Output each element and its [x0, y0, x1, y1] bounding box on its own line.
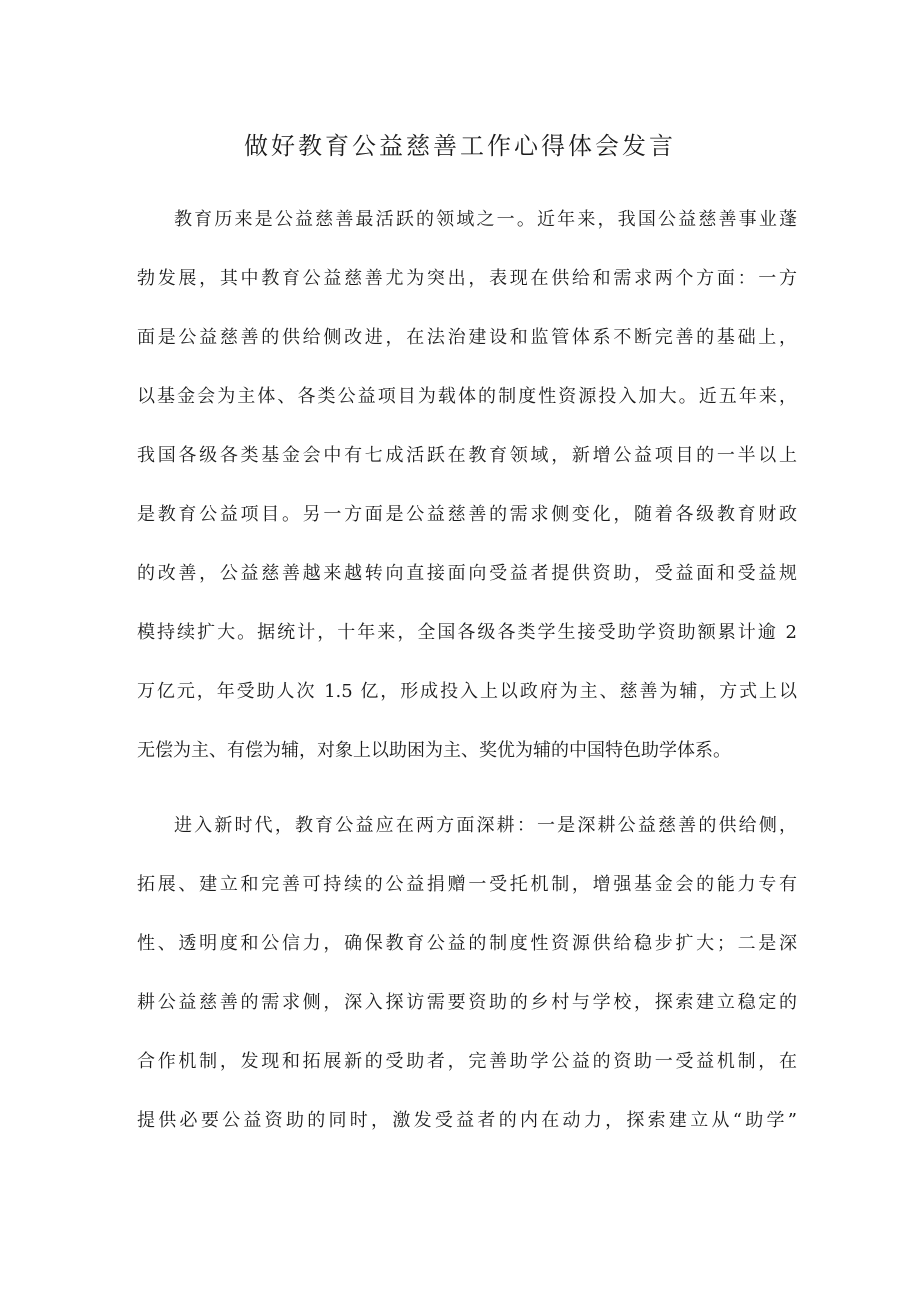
paragraph-1-line: 的改善，公益慈善越来越转向直接面向受益者提供资助，受益面和受益规	[137, 563, 797, 584]
paragraph-1-line: 万亿元，年受助人次 1.5 亿，形成投入上以政府为主、慈善为辅，方式上以	[137, 681, 797, 702]
document-title: 做好教育公益慈善工作心得体会发言	[244, 132, 676, 160]
paragraph-2-line: 进入新时代，教育公益应在两方面深耕：一是深耕公益慈善的供给侧，	[174, 815, 797, 836]
paragraph-1-line: 是教育公益项目。另一方面是公益慈善的需求侧变化，随着各级教育财政	[137, 504, 797, 525]
paragraph-1-line: 以基金会为主体、各类公益项目为载体的制度性资源投入加大。近五年来，	[137, 386, 797, 407]
paragraph-1-line: 勃发展，其中教育公益慈善尤为突出，表现在供给和需求两个方面：一方	[137, 268, 797, 289]
paragraph-2-line: 提供必要公益资助的同时，激发受益者的内在动力，探索建立从“助学”	[137, 1110, 797, 1131]
paragraph-1-line: 无偿为主、有偿为辅，对象上以助困为主、奖优为辅的中国特色助学体系。	[137, 740, 731, 761]
paragraph-1-line: 教育历来是公益慈善最活跃的领域之一。近年来，我国公益慈善事业蓬	[174, 209, 797, 230]
paragraph-1-line: 我国各级各类基金会中有七成活跃在教育领域，新增公益项目的一半以上	[137, 445, 797, 466]
paragraph-1-line: 面是公益慈善的供给侧改进，在法治建设和监管体系不断完善的基础上，	[137, 327, 797, 348]
paragraph-2-line: 耕公益慈善的需求侧，深入探访需要资助的乡村与学校，探索建立稳定的	[137, 992, 797, 1013]
paragraph-2-line: 性、透明度和公信力，确保教育公益的制度性资源供给稳步扩大；二是深	[137, 933, 797, 954]
paragraph-2-line: 拓展、建立和完善可持续的公益捐赠一受托机制，增强基金会的能力专有	[137, 874, 797, 895]
paragraph-1-line: 模持续扩大。据统计，十年来，全国各级各类学生接受助学资助额累计逾 2	[137, 622, 797, 643]
paragraph-2-line: 合作机制，发现和拓展新的受助者，完善助学公益的资助一受益机制，在	[137, 1051, 797, 1072]
